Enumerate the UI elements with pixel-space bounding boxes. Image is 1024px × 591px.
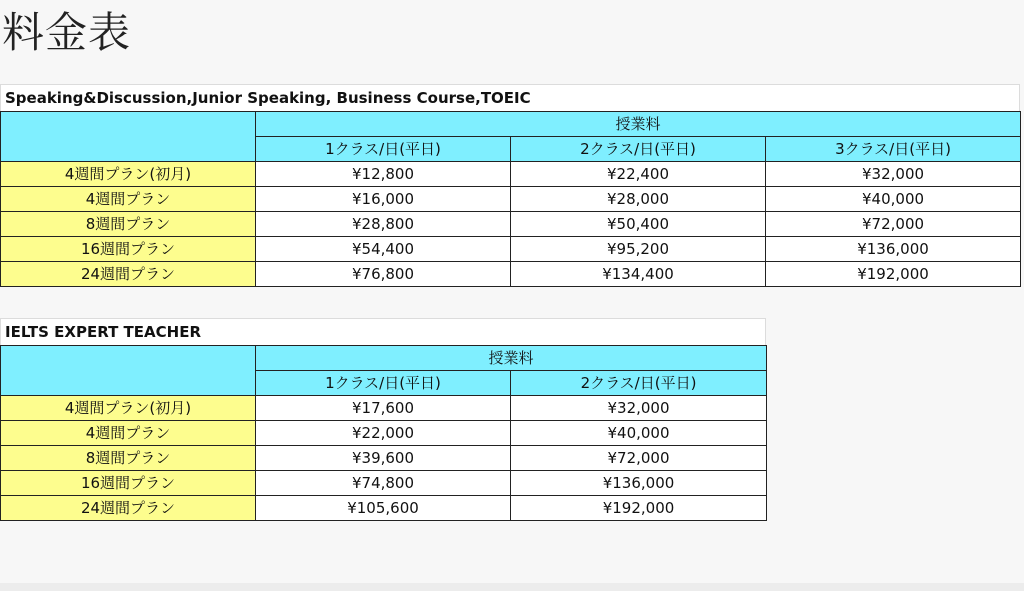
price-cell: ¥32,000 xyxy=(766,162,1021,187)
table-row xyxy=(1,496,767,521)
price-cell: ¥192,000 xyxy=(511,496,767,521)
plan-label: 16週間プラン xyxy=(1,471,256,496)
price-cell: ¥72,000 xyxy=(766,212,1021,237)
table-header-row xyxy=(1,112,1021,137)
column-header: 1クラス/日(平日) xyxy=(256,371,511,396)
table-caption: Speaking&Discussion,Junior Speaking, Business Course,TOEIC xyxy=(0,84,1020,111)
table-row xyxy=(1,212,1021,237)
price-section-ielts xyxy=(0,318,766,521)
group-header-tuition: 授業料 xyxy=(256,346,767,371)
plan-label: 4週間プラン xyxy=(1,421,256,446)
price-cell: ¥28,000 xyxy=(511,187,766,212)
price-cell: ¥136,000 xyxy=(511,471,767,496)
price-cell: ¥22,400 xyxy=(511,162,766,187)
price-cell: ¥40,000 xyxy=(511,421,767,446)
table-header-row xyxy=(1,346,767,371)
table-caption: IELTS EXPERT TEACHER xyxy=(0,318,766,345)
table-row xyxy=(1,237,1021,262)
table-row xyxy=(1,162,1021,187)
corner-cell xyxy=(1,112,256,162)
plan-label: 4週間プラン(初月) xyxy=(1,162,256,187)
corner-cell xyxy=(1,346,256,396)
price-cell: ¥95,200 xyxy=(511,237,766,262)
price-cell: ¥17,600 xyxy=(256,396,511,421)
price-cell: ¥192,000 xyxy=(766,262,1021,287)
price-table-general xyxy=(0,111,1021,287)
table-row xyxy=(1,396,767,421)
price-cell: ¥50,400 xyxy=(511,212,766,237)
table-row xyxy=(1,262,1021,287)
price-cell: ¥134,400 xyxy=(511,262,766,287)
plan-label: 4週間プラン xyxy=(1,187,256,212)
table-row xyxy=(1,187,1021,212)
price-cell: ¥74,800 xyxy=(256,471,511,496)
price-cell: ¥39,600 xyxy=(256,446,511,471)
table-row xyxy=(1,446,767,471)
column-header: 2クラス/日(平日) xyxy=(511,371,767,396)
page-title: 料金表 xyxy=(2,8,132,57)
plan-label: 8週間プラン xyxy=(1,446,256,471)
column-header: 1クラス/日(平日) xyxy=(256,137,511,162)
price-cell: ¥136,000 xyxy=(766,237,1021,262)
column-header: 2クラス/日(平日) xyxy=(511,137,766,162)
price-cell: ¥16,000 xyxy=(256,187,511,212)
price-cell: ¥54,400 xyxy=(256,237,511,262)
price-cell: ¥40,000 xyxy=(766,187,1021,212)
price-cell: ¥22,000 xyxy=(256,421,511,446)
plan-label: 24週間プラン xyxy=(1,496,256,521)
price-table-ielts xyxy=(0,345,767,521)
table-row xyxy=(1,421,767,446)
plan-label: 16週間プラン xyxy=(1,237,256,262)
group-header-tuition: 授業料 xyxy=(256,112,1021,137)
plan-label: 4週間プラン(初月) xyxy=(1,396,256,421)
price-cell: ¥72,000 xyxy=(511,446,767,471)
price-cell: ¥76,800 xyxy=(256,262,511,287)
price-cell: ¥12,800 xyxy=(256,162,511,187)
price-section-general xyxy=(0,84,1020,287)
price-cell: ¥105,600 xyxy=(256,496,511,521)
table-row xyxy=(1,471,767,496)
price-cell: ¥28,800 xyxy=(256,212,511,237)
page-footer-strip xyxy=(0,583,1024,591)
plan-label: 8週間プラン xyxy=(1,212,256,237)
price-cell: ¥32,000 xyxy=(511,396,767,421)
plan-label: 24週間プラン xyxy=(1,262,256,287)
column-header: 3クラス/日(平日) xyxy=(766,137,1021,162)
